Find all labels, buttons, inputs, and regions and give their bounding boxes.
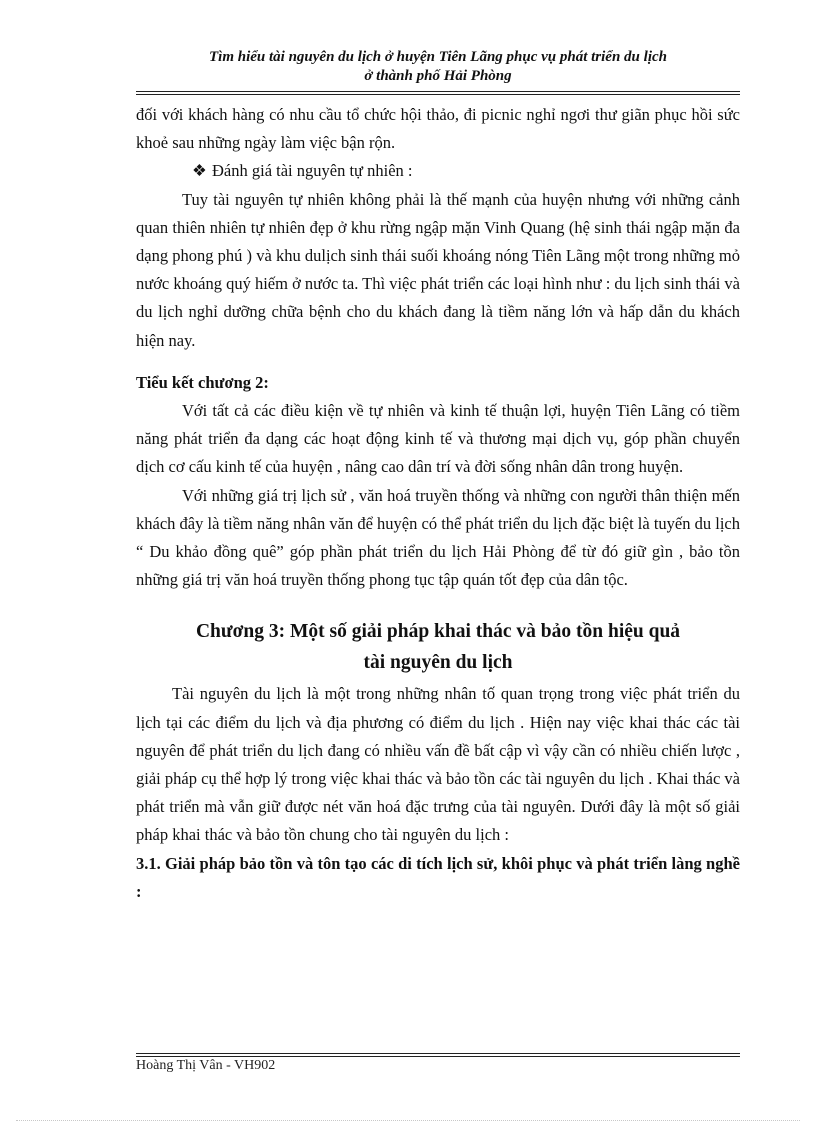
paragraph-summary-1: Với tất cả các điều kiện về tự nhiên và kinh tế thuận lợi, huyện Tiên Lãng có tiềm năng phát triển đa dạng các hoạt động kinh tế và thương mại dịch vụ, góp phần chuyển dịch cơ cấu kinh tế của huyện , nâng cao dân trí và đời sống nhân dân trong huyện. <box>136 401 740 477</box>
header-line-1: Tìm hiểu tài nguyên du lịch ở huyện Tiên Lãng phục vụ phát triển du lịch <box>209 49 667 65</box>
bullet-item <box>136 157 740 185</box>
chapter-title <box>136 616 740 678</box>
paragraph-chapter-intro: Tài nguyên du lịch là một trong những nhân tố quan trọng trong việc phát triển du lịch tại các điểm du lịch và địa phương có điểm du lịch . Hiện nay việc khai thác các tài nguyên để phát triển du lịch đang có nhiều vấn đề bất cập vì vậy cần có nhiều chiến lược , giải pháp cụ thể hợp lý trong việc khai thác và bảo tồn các tài nguyên du lịch . Khai thác và phát triển mà vẫn giữ được nét văn hoá đặc trưng của tài nguyên. Dưới đây là một số giải pháp khai thác và bảo tồn chung cho tài nguyên du lịch : <box>136 684 740 845</box>
section-heading-3-1: 3.1. Giải pháp bảo tồn và tôn tạo các di tích lịch sử, khôi phục và phát triển làng nghề : <box>136 853 740 901</box>
bullet-text: Đánh giá tài nguyên tự nhiên : <box>212 161 413 181</box>
diamond-bullet-icon: ❖ <box>192 161 207 181</box>
running-header <box>136 48 740 86</box>
chapter-title-line-2: tài nguyên du lịch <box>363 652 513 674</box>
paragraph-summary-2: Với những giá trị lịch sử , văn hoá truyền thống và những con người thân thiện mến khách đây là tiềm năng nhân văn để huyện có thể phát triển du lịch đặc biệt là tuyến du lịch “ Du khảo đồng quê” góp phần phát triển du lịch Hải Phòng để từ đó giữ gìn , bảo tồn những giá trị văn hoá truyền thống phong tục tập quán tốt đẹp của dân tộc. <box>136 485 740 590</box>
chapter-title-line-1: Chương 3: Một số giải pháp khai thác và bảo tồn hiệu quả <box>195 621 681 643</box>
paragraph-natural-resources: Tuy tài nguyên tự nhiên không phải là thế mạnh của huyện nhưng với những cảnh quan thiên nhiên tự nhiên đẹp ở khu rừng ngập mặn Vinh Quang (hệ sinh thái ngập mặn đa dạng phong phú ) và khu dulịch sinh thái suối khoáng nóng Tiên Lãng một trong những mỏ nước khoáng quý hiếm ở nước ta. Thì việc phát triển các loại hình như : du lịch sinh thái và du lịch nghỉ dưỡng chữa bệnh cho du khách đang là tiềm năng lớn và hấp dẫn du khách hiện nay. <box>136 189 740 350</box>
document-body <box>136 101 740 906</box>
header-rule <box>136 91 740 95</box>
header-line-2: ở thành phố Hải Phòng <box>364 68 512 84</box>
paragraph-continuation: đối với khách hàng có nhu cầu tổ chức hội thảo, đi picnic nghỉ ngơi thư giãn phục hồi sức khoẻ sau những ngày làm việc bận rộn. <box>136 105 740 153</box>
subheading-chapter-2-summary: Tiểu kết chương 2: <box>136 372 269 392</box>
footer-author: Hoàng Thị Vân - VH902 <box>136 1058 276 1073</box>
footer-rule <box>136 1053 740 1057</box>
page-edge <box>16 1120 800 1121</box>
